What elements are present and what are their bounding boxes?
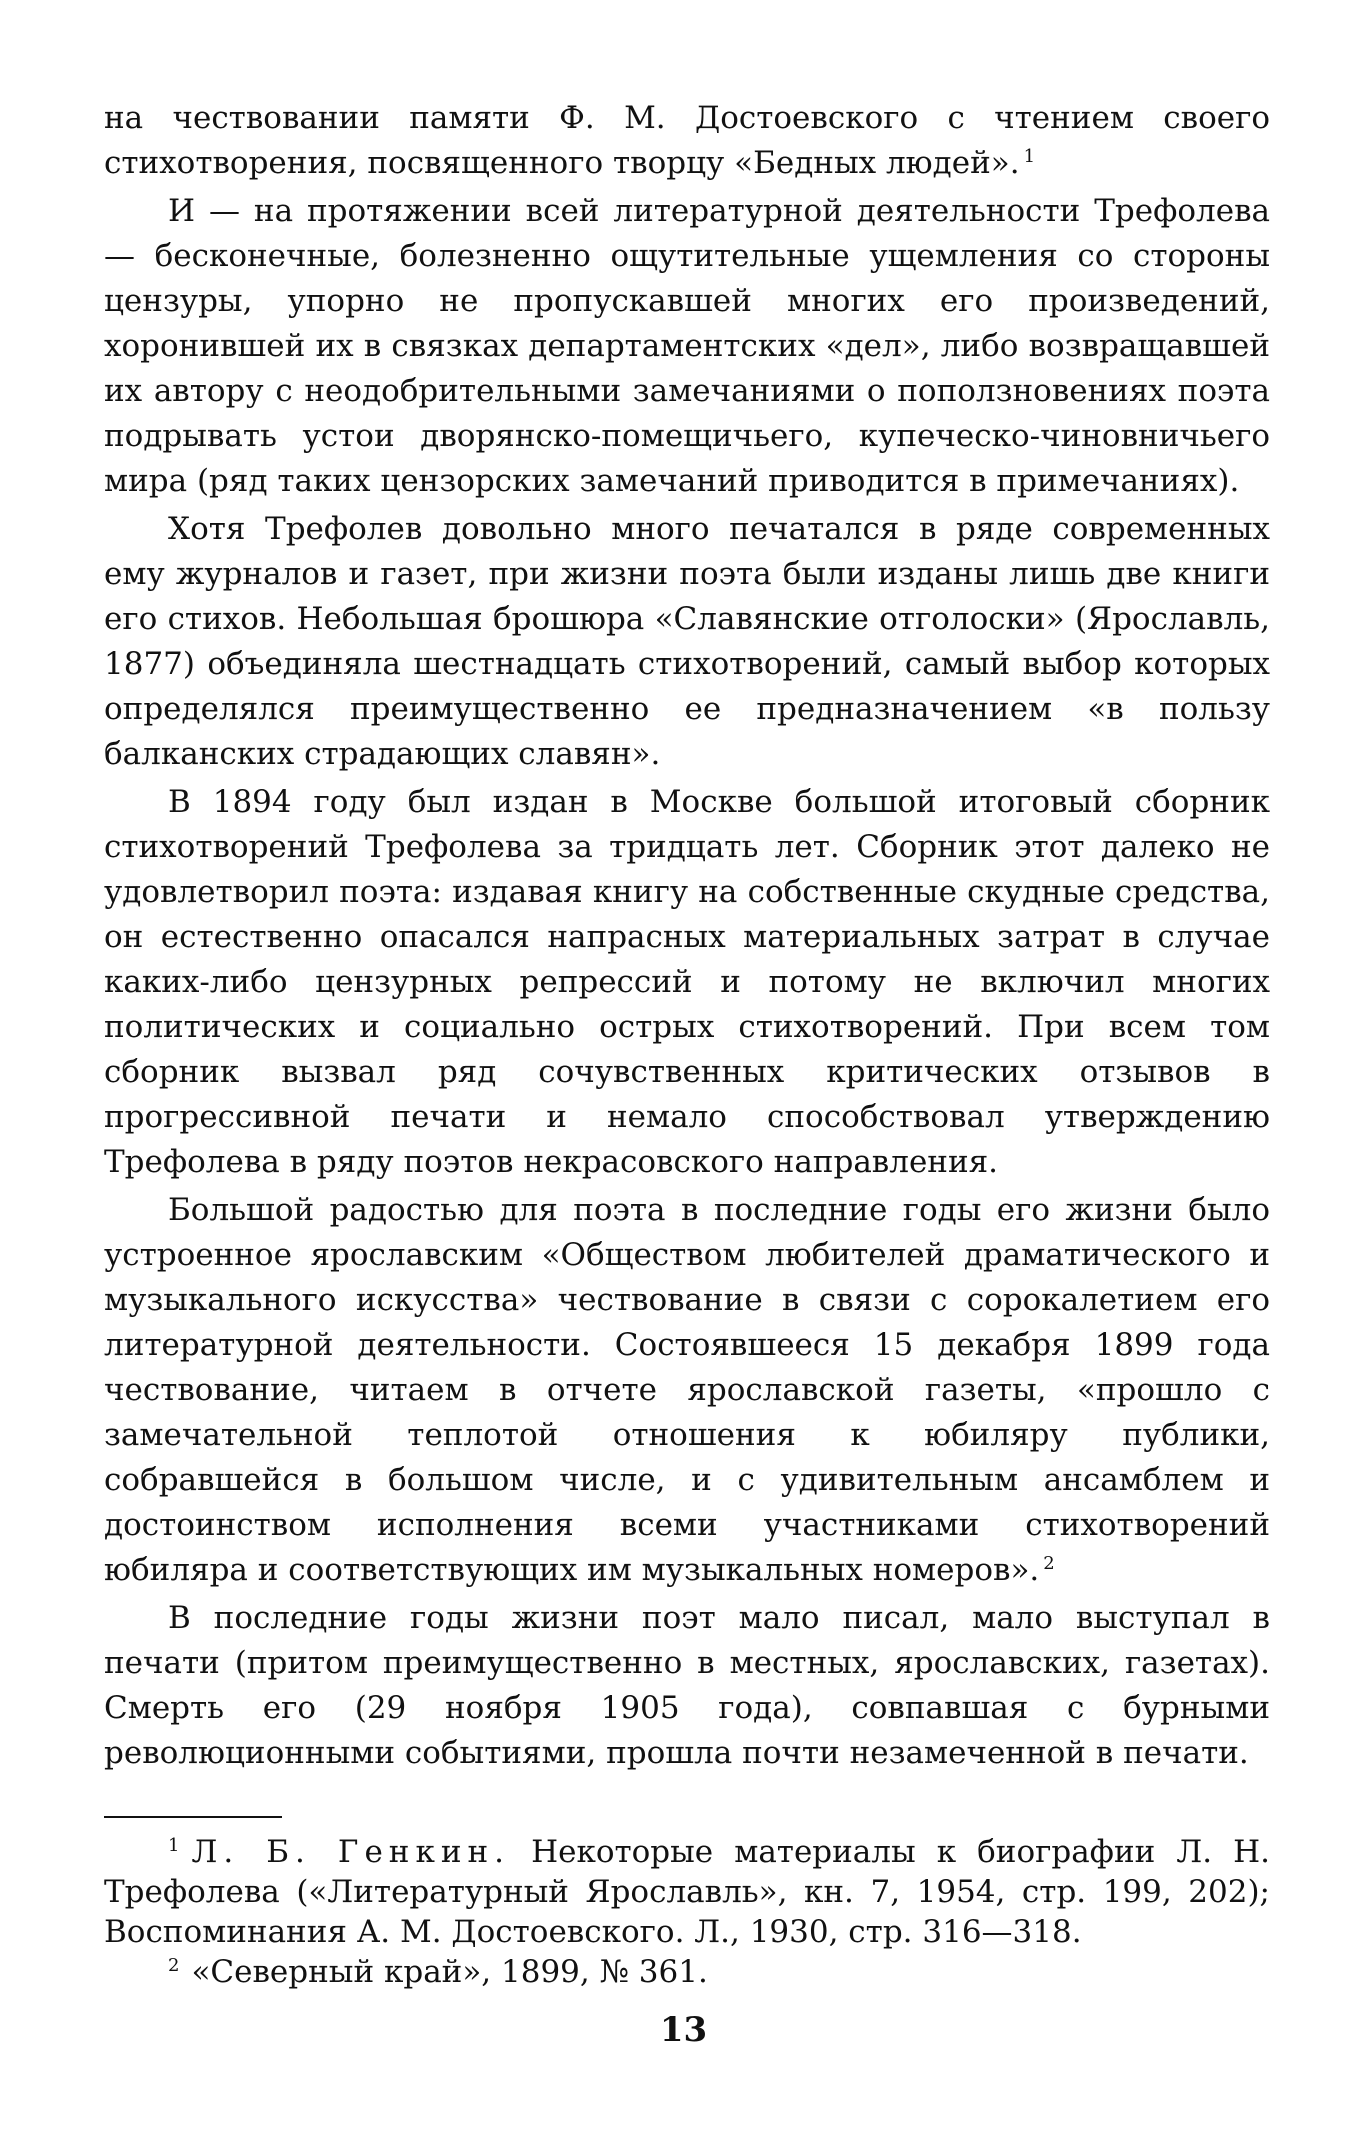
- footnote-mark-2: 2: [168, 1954, 180, 1976]
- main-text: [104, 96, 1270, 1776]
- footnotes: [104, 1832, 1270, 1992]
- page-body: [104, 96, 1270, 1992]
- footnote-2: [104, 1952, 1270, 1992]
- footnote-text-1: Некоторые материалы к биографии Л. Н. Трефолева («Литературный Ярославль», кн. 7, 1954, стр. 199, 202); Воспоминания А. М. Достоевского. Л., 1930, стр. 316—318.: [104, 1834, 1270, 1950]
- footnote-divider: [104, 1816, 282, 1818]
- paragraph-1: на чествовании памяти Ф. М. Достоевского с чтением своего стихотворения, посвященного творцу «Бедных людей». $^1$: [104, 100, 1270, 181]
- footnote-author: Л. Б. Генкин.: [191, 1834, 510, 1870]
- footnote-1: [104, 1832, 1270, 1952]
- paragraph-4: В 1894 году был издан в Москве большой итоговый сборник стихотворений Трефолева за тридцать лет. Сборник этот далеко не удовлетворил поэта: издавая книгу на собственные скудные средства, он естественно опасался напрасных материальных затрат в случае каких-либо цензурных репрессий и потому не включил многих политических и социально острых стихотворений. При всем том сборник вызвал ряд сочувственных критических отзывов в прогрессивной печати и немало способствовал утверждению Трефолева в ряду поэтов некрасовского направления.: [104, 784, 1270, 1180]
- footnote-text-2: «Северный край», 1899, № 361.: [191, 1954, 708, 1990]
- paragraph-2: И — на протяжении всей литературной деятельности Трефолева — бесконечные, болезненно ощутительные ущемления со стороны цензуры, упорно не пропускавшей многих его произведений, хоронившей их в связках департаментских «дел», либо возвращавшей их автору с неодобрительными замечаниями о поползновениях поэта подрывать устои дворянско-помещичьего, купеческо-чиновничьего мира (ряд таких цензорских замечаний приводится в примечаниях).: [104, 193, 1270, 499]
- page-number: 13: [659, 2010, 708, 2050]
- footnote-mark-1: 1: [168, 1834, 180, 1856]
- paragraph-3: Хотя Трефолев довольно много печатался в ряде современных ему журналов и газет, при жизни поэта были изданы лишь две книги его стихов. Небольшая брошюра «Славянские отголоски» (Ярославль, 1877) объединяла шестнадцать стихотворений, самый выбор которых определялся преимущественно ее предназначением «в пользу балканских страдающих славян».: [104, 511, 1270, 772]
- footnote-ref-2[interactable]: 2: [1043, 1552, 1055, 1574]
- paragraph-5: Большой радостью для поэта в последние годы его жизни было устроенное ярославским «Обществом любителей драматического и музыкального искусства» чествование в связи с сорокалетием его литературной деятельности. Состоявшееся 15 декабря 1899 года чествование, читаем в отчете ярославской газеты, «прошло с замечательной теплотой отношения к юбиляру публики, собравшейся в большом числе, и с удивительным ансамблем и достоинством исполнения всеми участниками стихотворений юбиляра и соответствующих им музыкальных номеров». $^2$: [104, 1192, 1270, 1588]
- paragraph-6: В последние годы жизни поэт мало писал, мало выступал в печати (притом преимущественно в местных, ярославских, газетах). Смерть его (29 ноября 1905 года), совпавшая с бурными революционными событиями, прошла почти незамеченной в печати.: [104, 1600, 1270, 1771]
- footnote-ref-1[interactable]: 1: [1023, 145, 1036, 167]
